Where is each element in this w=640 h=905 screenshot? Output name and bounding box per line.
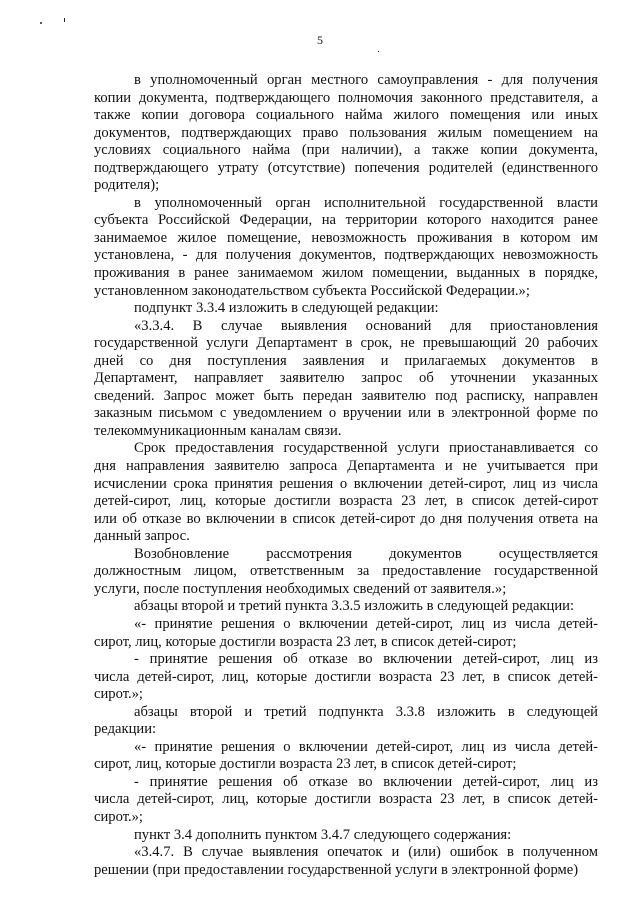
page-number: 5	[317, 33, 323, 47]
text-line: также копии договора социального найма жилого помещения или иных	[94, 107, 598, 124]
paragraph	[94, 844, 598, 879]
text-line: данный запрос.	[94, 528, 190, 545]
text-line: занимаемое жилое помещение, невозможность проживания в котором им	[94, 229, 598, 246]
text-line: документов, подтверждающих право пользования жилым помещением на	[94, 124, 598, 141]
text-line: «- принятие решения о включении детей-сирот, лиц из числа детей-	[134, 738, 598, 755]
text-line: - принятие решения об отказе во включении детей-сирот, лиц из	[134, 773, 598, 790]
paragraph	[94, 546, 598, 599]
scan-speck	[40, 22, 42, 24]
text-line: сирот, лиц, которые достигли возраста 23 лет, в список детей-сирот;	[94, 756, 517, 773]
text-line: абзацы второй и третий подпункта 3.3.8 изложить в следующей	[134, 703, 598, 720]
paragraph	[94, 827, 598, 845]
paragraph	[94, 704, 598, 739]
paragraph	[94, 598, 598, 616]
text-line: или об отказе во включении в список детей-сирот до дня получения ответа на	[94, 510, 598, 527]
scan-speck	[378, 51, 379, 52]
text-line: пункт 3.4 дополнить пунктом 3.4.7 следующего содержания:	[134, 826, 512, 843]
text-line: субъекта Российской Федерации, на территории которого находится ранее	[94, 212, 598, 229]
text-line: решении (при предоставлении государственной услуги в электронной форме)	[94, 861, 579, 878]
text-line: должностным лицом, ответственным за предоставление государственной	[94, 563, 598, 580]
scan-speck	[64, 18, 65, 22]
text-line: Возобновление рассмотрения документов осуществляется	[134, 545, 598, 562]
text-line: Срок предоставления государственной услуги приостанавливается со	[134, 440, 598, 457]
paragraph	[94, 651, 598, 704]
text-line: исчислении срока принятия решения о включении детей-сирот, лиц из числа	[94, 475, 598, 492]
paragraph	[94, 318, 598, 441]
text-line: заказным письмом с уведомлением о вручении или в электронной форме по	[94, 405, 598, 422]
text-line: родителя);	[94, 177, 160, 194]
text-line: установленном законодательством субъекта Российской Федерации.»;	[94, 282, 530, 299]
paragraph	[94, 300, 598, 318]
text-line: сирот.»;	[94, 808, 143, 825]
text-line: Департамент, направляет заявителю запрос об уточнении указанных	[94, 370, 598, 387]
text-line: редакции:	[94, 721, 157, 738]
document-body	[94, 72, 598, 879]
text-line: проживания в ранее занимаемом жилом помещении, выданных в порядке,	[94, 265, 598, 282]
paragraph	[94, 739, 598, 774]
text-line: копии документа, подтверждающего полномочия законного представителя, а	[94, 89, 598, 106]
text-line: дня направления заявителю запроса Департамента и не учитывается при	[94, 458, 598, 475]
paragraph	[94, 195, 598, 300]
text-line: «- принятие решения о включении детей-сирот, лиц из числа детей-	[134, 615, 598, 632]
text-line: абзацы второй и третий пункта 3.3.5 изложить в следующей редакции:	[134, 598, 575, 615]
text-line: «3.3.4. В случае выявления оснований для приостановления	[134, 317, 598, 334]
paragraph	[94, 72, 598, 195]
paragraph	[94, 774, 598, 827]
text-line: условиях социального найма (при наличии), а также копии документа,	[94, 142, 598, 159]
text-line: в уполномоченный орган исполнительной государственной власти	[134, 194, 598, 211]
text-line: установлена, - для получения документов, подтверждающих невозможность	[94, 247, 598, 264]
text-line: сведений. Запрос может быть передан заявителю под расписку, направлен	[94, 387, 598, 404]
text-line: сирот.»;	[94, 686, 143, 703]
paragraph	[94, 440, 598, 545]
text-line: государственной услуги Департамент в срок, не превышающий 20 рабочих	[94, 335, 598, 352]
text-line: услуги, после поступления необходимых сведений от заявителя.»;	[94, 580, 507, 597]
text-line: подпункт 3.3.4 изложить в следующей редакции:	[134, 300, 439, 317]
text-line: «3.4.7. В случае выявления опечаток и (или) ошибок в полученном	[134, 844, 598, 861]
text-line: детей-сирот, лиц, которые достигли возраста 23 лет, в список детей-сирот	[94, 493, 598, 510]
text-line: сирот, лиц, которые достигли возраста 23 лет, в список детей-сирот;	[94, 633, 517, 650]
text-line: дней со дня поступления заявления и прилагаемых документов в	[94, 352, 598, 369]
text-line: числа детей-сирот, лиц, которые достигли возраста 23 лет, в список детей-	[94, 791, 598, 808]
text-line: телекоммуникационным каналам связи.	[94, 422, 342, 439]
paragraph	[94, 616, 598, 651]
text-line: числа детей-сирот, лиц, которые достигли возраста 23 лет, в список детей-	[94, 668, 598, 685]
text-line: подтверждающего утрату (отсутствие) попечения родителей (единственного	[94, 159, 598, 176]
text-line: в уполномоченный орган местного самоуправления - для получения	[134, 72, 598, 88]
text-line: - принятие решения об отказе во включении детей-сирот, лиц из	[134, 651, 598, 668]
